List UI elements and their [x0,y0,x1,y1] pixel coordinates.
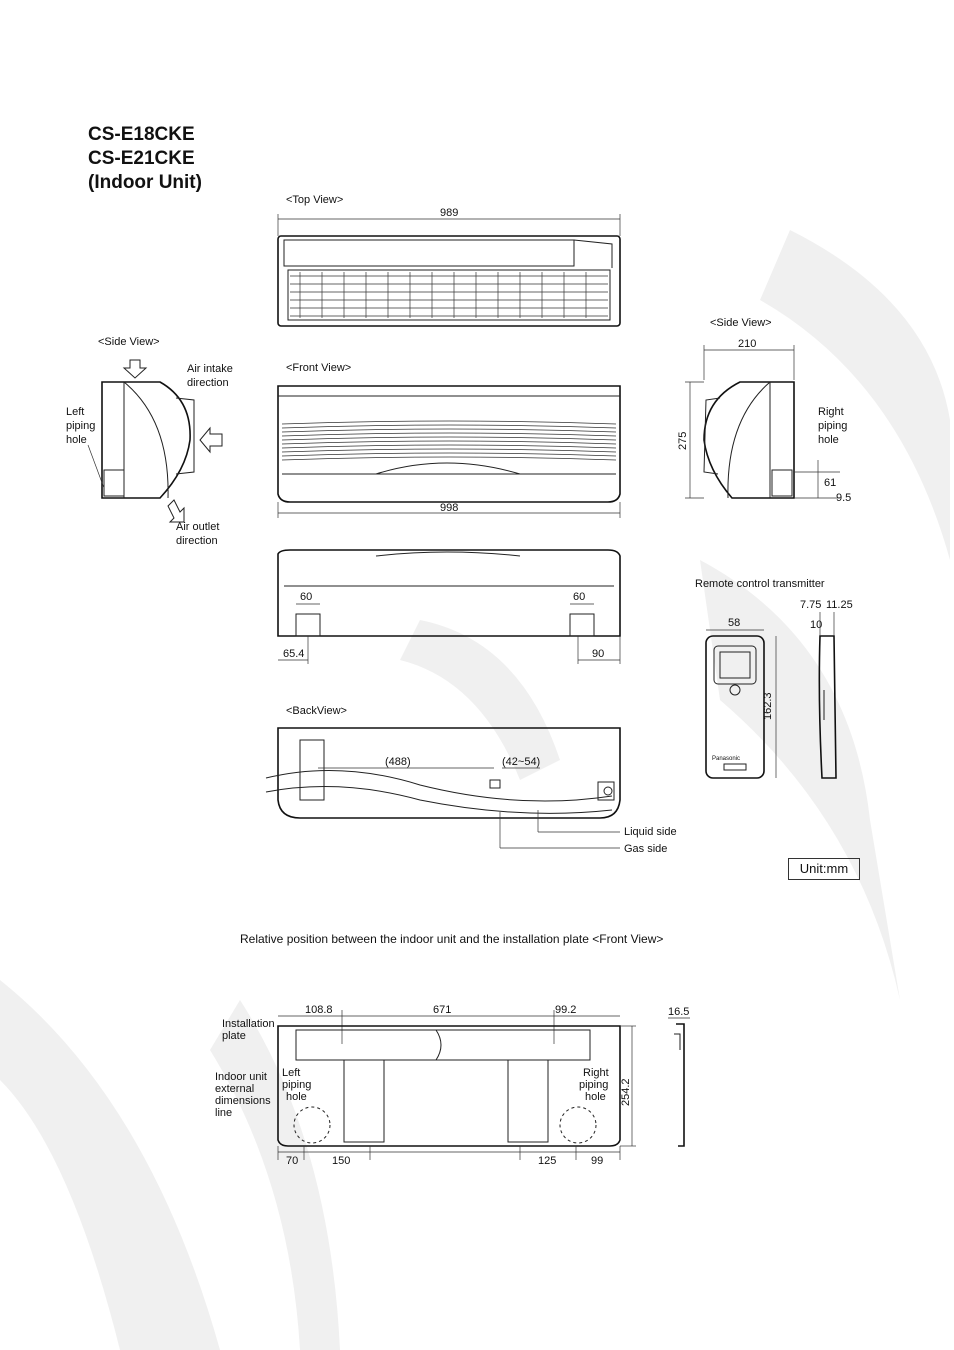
gas-side-label: Gas side [624,843,668,855]
air-outlet-arrow-icon [168,500,184,522]
side-view-left-label: <Side View> [98,336,160,348]
right-piping-line3: hole [818,434,839,446]
dim-top-width: 989 [440,207,459,219]
watermark [0,230,950,1350]
model-title-3: (Indoor Unit) [88,172,202,193]
plate-left-piping-line3: hole [286,1091,307,1103]
front-louver [282,421,616,424]
dim-bottom-left-654: 65.4 [283,648,305,660]
installation-plate-line1: Installation [222,1018,275,1030]
dim-right-hole-height: 61 [824,477,837,489]
dim-back-488: (488) [385,756,411,768]
side-view-left-unit [102,382,194,498]
dim-front-width: 998 [440,502,459,514]
indoor-unit-dims-line1: Indoor unit [215,1071,267,1083]
front-louver [282,445,616,448]
dim-side-height: 275 [677,431,689,450]
plate-right-piping-line1: Right [583,1067,609,1079]
air-outlet-line1: Air outlet [176,521,220,533]
dim-remote-width: 58 [728,617,741,629]
plate-left-piping-line2: piping [282,1079,312,1091]
front-view-label: <Front View> [286,362,352,374]
front-louver [282,425,616,428]
air-outlet-line2: direction [176,535,218,547]
installation-plate-line2: plate [222,1030,246,1042]
air-intake-line2: direction [187,377,229,389]
right-piping-line2: piping [818,420,848,432]
plate-right-piping-line2: piping [579,1079,609,1091]
right-piping-line1: Right [818,406,844,418]
remote-brand: Panasonic [712,756,741,762]
air-intake-line1: Air intake [187,363,233,375]
remote-label: Remote control transmitter [695,578,825,590]
front-louver [282,441,616,444]
left-piping-line3: hole [66,434,87,446]
dim-plate-1088: 108.8 [305,1004,333,1016]
indoor-unit-dims-line4: line [215,1107,233,1119]
model-title-2: CS-E21CKE [88,148,195,169]
plate-left-piping-line1: Left [282,1067,301,1079]
dim-bottom-left-60: 60 [300,591,313,603]
dim-plate-165: 16.5 [668,1006,690,1018]
back-view-unit [266,728,620,818]
dim-plate-125: 125 [538,1155,557,1167]
dim-bottom-right-60: 60 [573,591,586,603]
dim-side-depth: 210 [738,338,757,350]
left-piping-line1: Left [66,406,85,418]
dim-plate-70: 70 [286,1155,299,1167]
indoor-unit-dims-line3: dimensions [215,1095,271,1107]
top-view-label: <Top View> [286,194,344,206]
front-view-unit [278,386,620,502]
front-louver [282,429,616,432]
installation-plate-drawing [278,1026,620,1146]
air-intake-arrow-icon [124,360,146,378]
plate-side-profile [674,1024,684,1146]
dim-plate-992: 99.2 [555,1004,577,1016]
relative-position-title: Relative position between the indoor unit and the installation plate <Front View> [240,932,664,946]
front-louver [282,457,616,460]
dim-plate-99: 99 [591,1155,604,1167]
left-piping-line2: piping [66,420,96,432]
dim-plate-2542: 254.2 [620,1078,632,1106]
back-view-label: <BackView> [286,705,347,717]
air-intake-side-arrow-icon [200,428,222,452]
side-view-right-unit [704,382,794,498]
unit-label: Unit:mm [788,858,860,880]
bottom-view-unit [278,550,620,636]
dim-remote-height: 162.3 [762,692,774,720]
dim-remote-10: 10 [810,619,823,631]
top-view-unit [278,236,620,326]
plate-right-piping-line3: hole [585,1091,606,1103]
dim-bottom-right-90: 90 [592,648,605,660]
dim-remote-775: 7.75 [800,599,822,611]
front-louver [282,433,616,436]
dim-plate-671: 671 [433,1004,452,1016]
side-view-right-label: <Side View> [710,317,772,329]
front-louver [282,437,616,440]
dim-plate-150: 150 [332,1155,351,1167]
front-louver [282,453,616,456]
liquid-side-label: Liquid side [624,826,677,838]
indoor-unit-dims-line2: external [215,1083,255,1095]
model-title-1: CS-E18CKE [88,124,195,145]
front-louver [282,449,616,452]
dim-right-hole-offset: 9.5 [836,492,852,504]
dim-back-4254: (42~54) [502,756,541,768]
dim-remote-1125: 11.25 [826,599,853,611]
